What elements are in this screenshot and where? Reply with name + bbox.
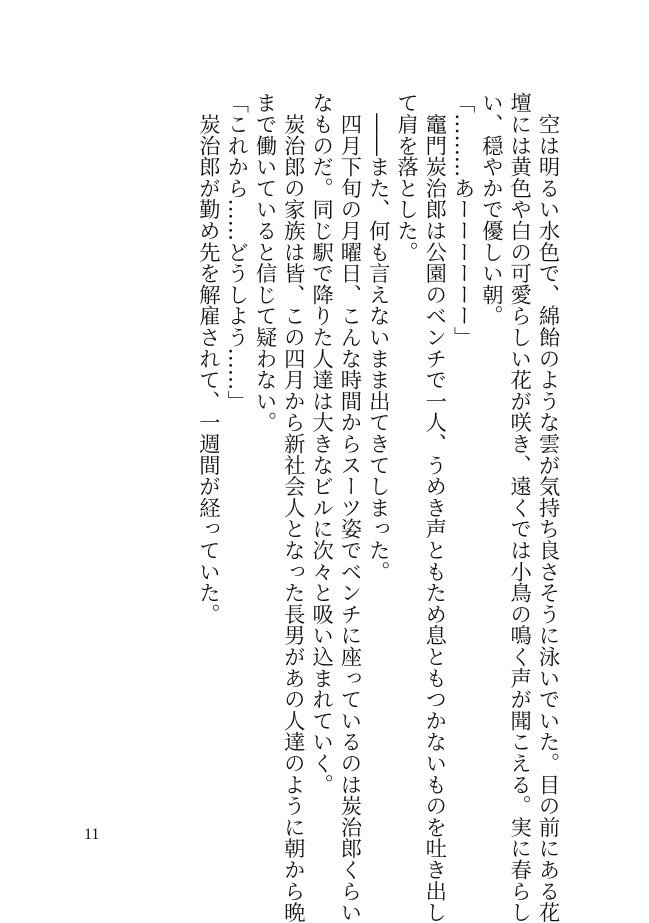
text-line: 壇には黄色や白の可愛らしい花が咲き、遠くでは小鳥の鳴く声が聞こえる。実に春らし xyxy=(506,92,532,923)
page-number: 11 xyxy=(84,826,100,843)
text-line: まで働いていると信じて疑わない。 xyxy=(252,92,278,433)
text-line: い、穏やかで優しい朝。 xyxy=(478,92,504,327)
text-line: 四月下旬の月曜日、こんな時間からスーツ姿でベンチに座っているのは炭治郎くらい xyxy=(336,92,362,923)
text-line: 竈門炭治郎は公園のベンチで一人、うめき声ともため息ともつかないものを吐き出し xyxy=(421,92,447,923)
vertical-body-text xyxy=(193,92,561,923)
text-line: なものだ。同じ駅で降りた人達は大きなビルに次々と吸い込まれていく。 xyxy=(308,92,334,795)
text-line: 炭治郎が勤め先を解雇されて、一週間が経っていた。 xyxy=(195,92,221,625)
text-line: 炭治郎の家族は皆、この四月から新社会人となった長男があの人達のように朝から晩 xyxy=(280,92,306,923)
text-line: ――また、何も言えないまま出てきてしまった。 xyxy=(365,92,391,582)
text-line: 空は明るい水色で、綿飴のような雲が気持ち良さそうに泳いでいた。目の前にある花 xyxy=(535,92,560,923)
text-line: 「………あーーーーーー」 xyxy=(450,92,476,348)
text-line: て肩を落とした。 xyxy=(393,92,419,263)
text-line: 「これから……どうしよう……」 xyxy=(223,92,249,412)
